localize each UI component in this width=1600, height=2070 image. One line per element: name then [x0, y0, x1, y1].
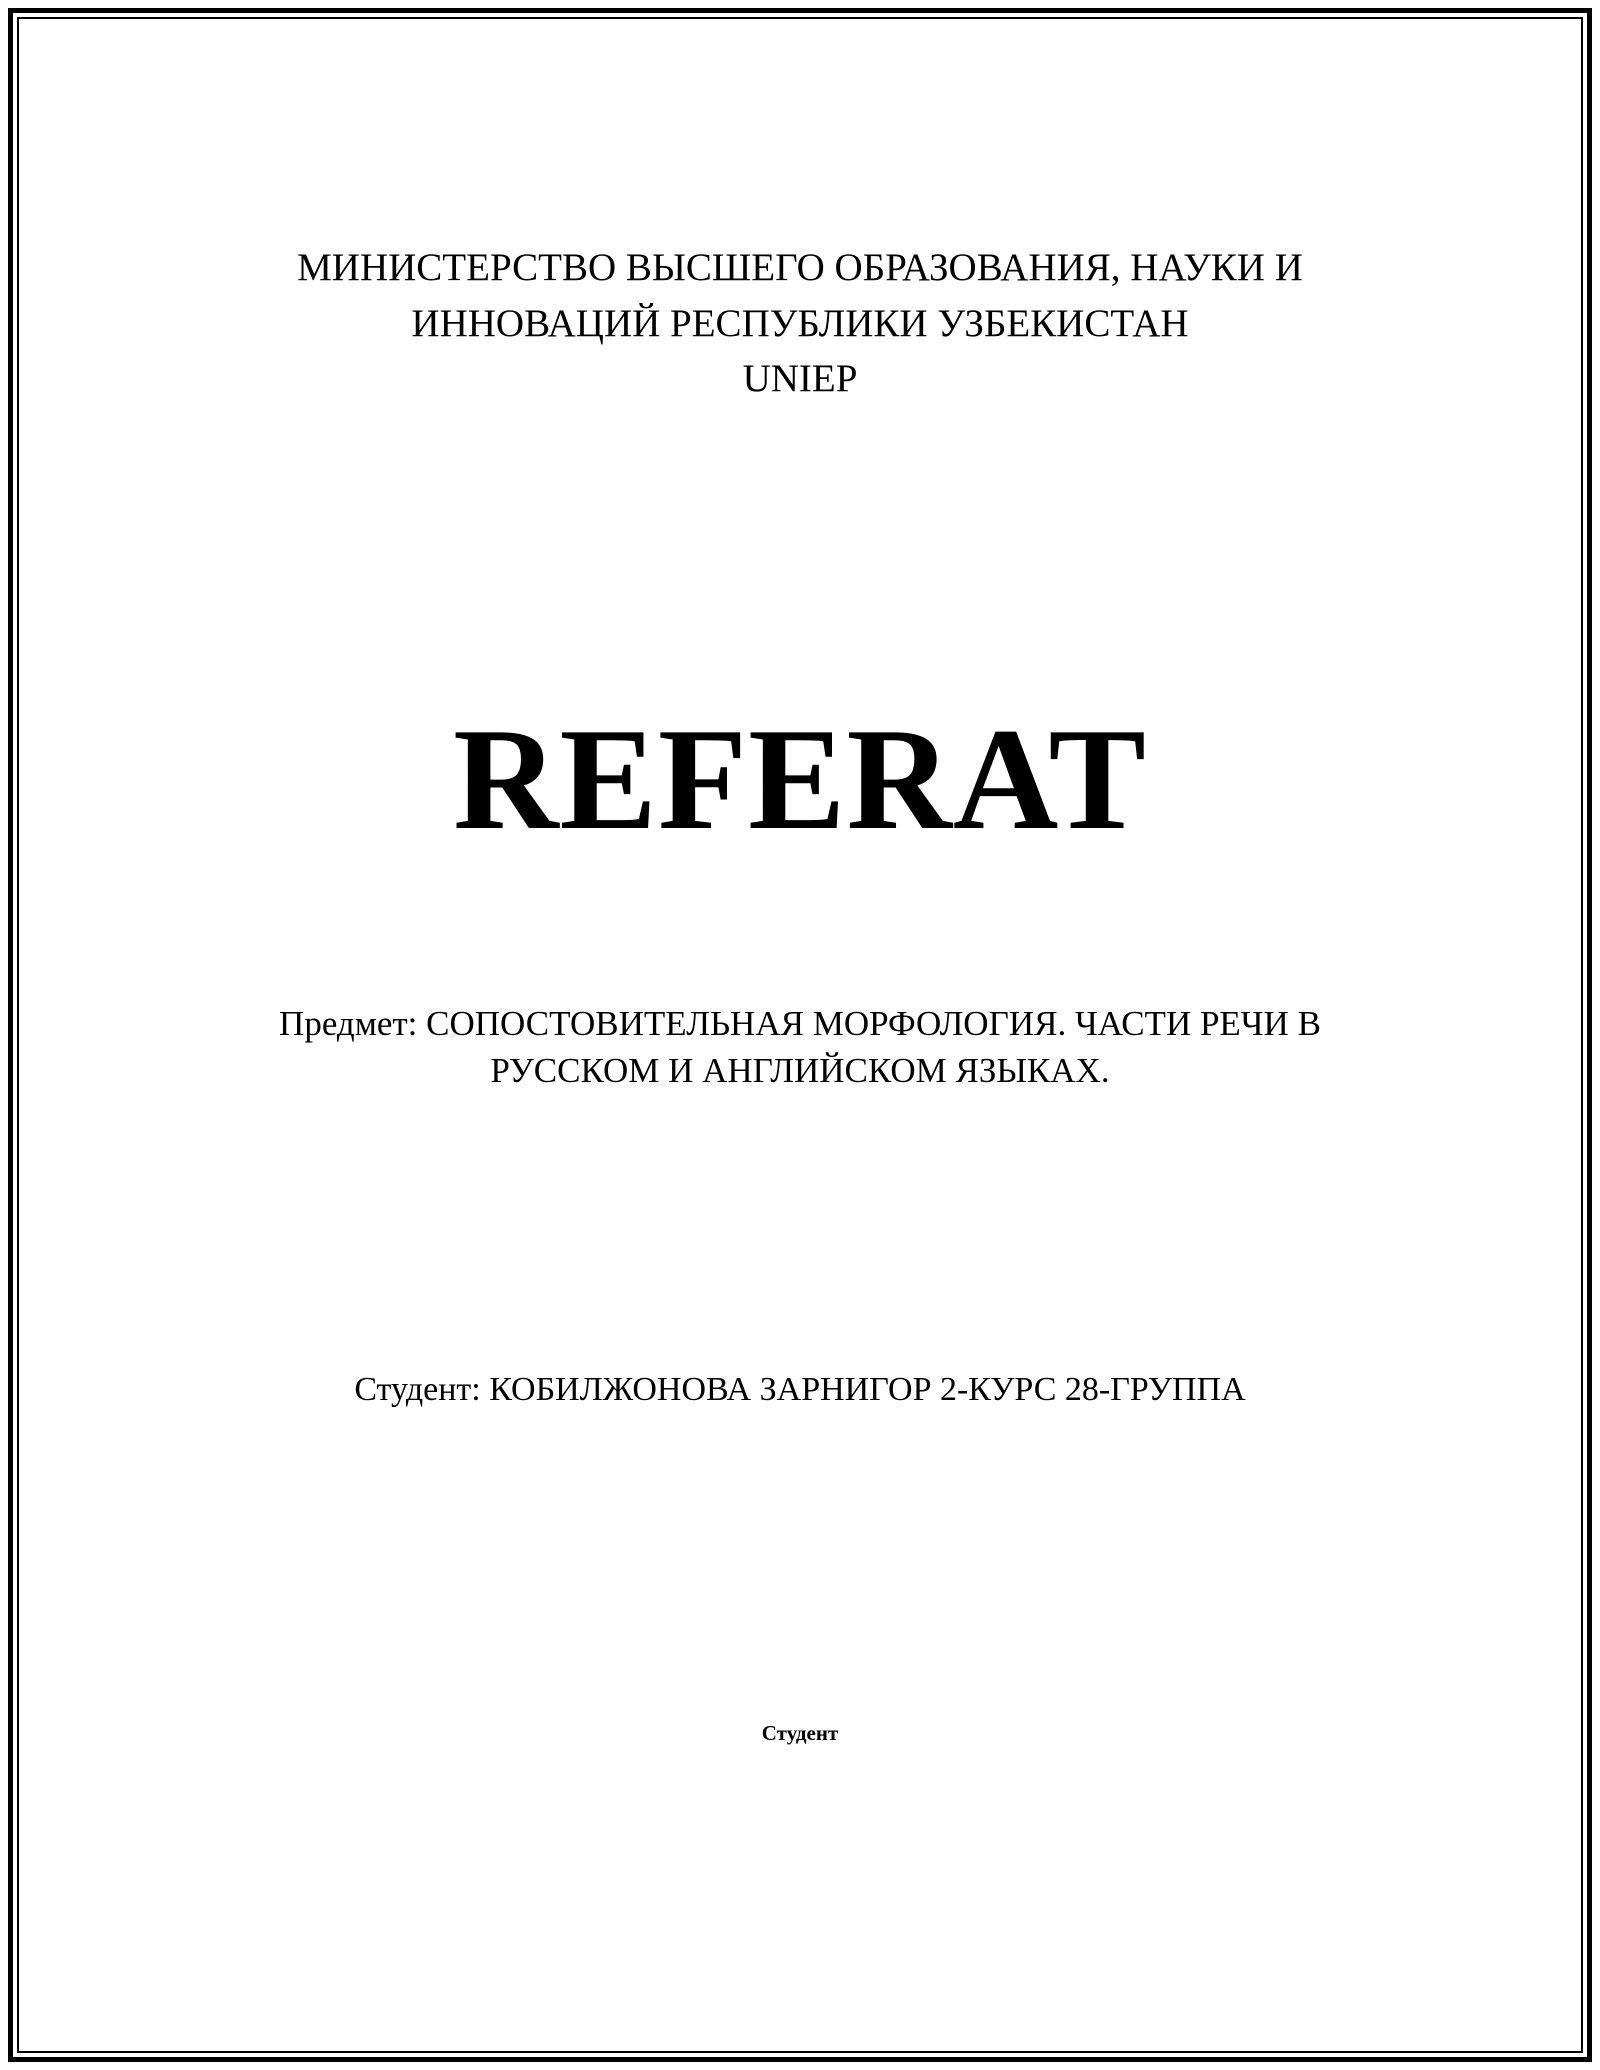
subject-line-1: Предмет: СОПОСТОВИТЕЛЬНАЯ МОРФОЛОГИЯ. ЧАСТИ РЕЧИ В: [279, 1004, 1321, 1043]
subject-line-2: РУССКОМ И АНГЛИЙСКОМ ЯЗЫКАХ.: [490, 1051, 1110, 1090]
student-info: Студент: КОБИЛЖОНОВА ЗАРНИГОР 2-КУРС 28-ГРУППА: [354, 1371, 1246, 1408]
ministry-line-2: ИННОВАЦИЙ РЕСПУБЛИКИ УЗБЕКИСТАН: [411, 302, 1189, 345]
student-footer-label: Студент: [761, 1721, 839, 1745]
institution-name: UNIEP: [742, 357, 858, 400]
ministry-line-1: МИНИСТЕРСТВО ВЫСШЕГО ОБРАЗОВАНИЯ, НАУКИ И: [297, 246, 1303, 289]
document-title: REFERAT: [453, 698, 1147, 860]
